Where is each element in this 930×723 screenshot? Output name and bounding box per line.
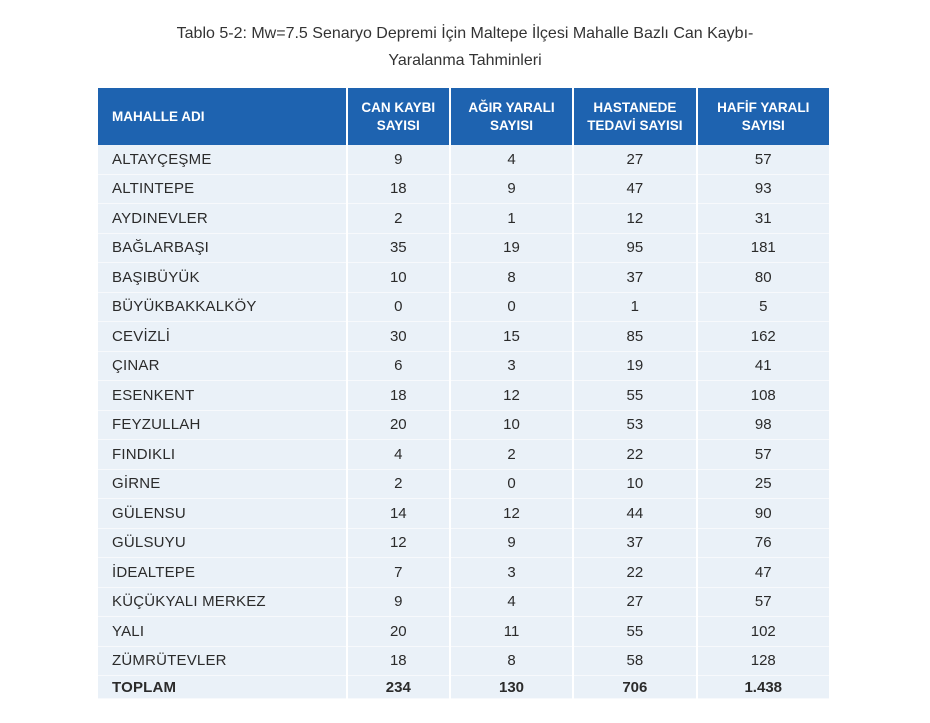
cell-agir-yarali: 11 (451, 617, 572, 647)
total-hastanede-tedavi: 706 (574, 676, 695, 699)
cell-hastanede-tedavi: 27 (574, 588, 695, 618)
cell-can-kaybi: 2 (348, 204, 449, 234)
cell-agir-yarali: 0 (451, 470, 572, 500)
header-label-line2: TEDAVİ SAYISI (587, 117, 683, 133)
header-mahalle-adi (98, 88, 346, 145)
cell-hafif-yarali: 41 (698, 352, 830, 382)
table-row (98, 470, 829, 500)
header-hastanede-tedavi (574, 88, 695, 145)
cell-agir-yarali: 2 (451, 440, 572, 470)
table-header (98, 88, 829, 145)
cell-can-kaybi: 7 (348, 558, 449, 588)
cell-can-kaybi: 14 (348, 499, 449, 529)
table-row (98, 647, 829, 677)
total-hafif-yarali: 1.438 (698, 676, 830, 699)
cell-hastanede-tedavi: 1 (574, 293, 695, 323)
cell-hastanede-tedavi: 19 (574, 352, 695, 382)
header-label-line2: SAYISI (741, 117, 785, 133)
cell-mahalle-adi: BAĞLARBAŞI (98, 234, 346, 264)
header-label-line2: SAYISI (376, 117, 420, 133)
cell-hastanede-tedavi: 58 (574, 647, 695, 677)
header-agir-yarali (451, 88, 572, 145)
cell-mahalle-adi: GÜLSUYU (98, 529, 346, 559)
cell-hastanede-tedavi: 22 (574, 440, 695, 470)
cell-hastanede-tedavi: 10 (574, 470, 695, 500)
table-row (98, 411, 829, 441)
cell-can-kaybi: 12 (348, 529, 449, 559)
cell-hafif-yarali: 80 (698, 263, 830, 293)
cell-mahalle-adi: ALTINTEPE (98, 175, 346, 205)
cell-mahalle-adi: GÜLENSU (98, 499, 346, 529)
cell-mahalle-adi: YALI (98, 617, 346, 647)
table-row (98, 381, 829, 411)
total-can-kaybi: 234 (348, 676, 449, 699)
caption-line-1: Tablo 5-2: Mw=7.5 Senaryo Depremi İçin Maltepe İlçesi Mahalle Bazlı Can Kaybı- (176, 25, 754, 42)
cell-mahalle-adi: FINDIKLI (98, 440, 346, 470)
cell-can-kaybi: 9 (348, 588, 449, 618)
cell-hastanede-tedavi: 22 (574, 558, 695, 588)
cell-hafif-yarali: 57 (698, 588, 830, 618)
cell-hafif-yarali: 90 (698, 499, 830, 529)
cell-agir-yarali: 9 (451, 175, 572, 205)
table-row (98, 588, 829, 618)
cell-can-kaybi: 9 (348, 145, 449, 175)
cell-agir-yarali: 4 (451, 145, 572, 175)
cell-can-kaybi: 18 (348, 647, 449, 677)
cell-hafif-yarali: 108 (698, 381, 830, 411)
cell-mahalle-adi: İDEALTEPE (98, 558, 346, 588)
cell-mahalle-adi: CEVİZLİ (98, 322, 346, 352)
cell-can-kaybi: 35 (348, 234, 449, 264)
cell-mahalle-adi: BAŞIBÜYÜK (98, 263, 346, 293)
cell-can-kaybi: 30 (348, 322, 449, 352)
table-row (98, 529, 829, 559)
cell-hafif-yarali: 57 (698, 440, 830, 470)
cell-hastanede-tedavi: 95 (574, 234, 695, 264)
header-can-kaybi (348, 88, 449, 145)
cell-agir-yarali: 8 (451, 647, 572, 677)
cell-agir-yarali: 10 (451, 411, 572, 441)
cell-agir-yarali: 4 (451, 588, 572, 618)
cell-agir-yarali: 3 (451, 352, 572, 382)
cell-hafif-yarali: 181 (698, 234, 830, 264)
caption-line-2: Yaralanma Tahminleri (388, 52, 542, 69)
cell-can-kaybi: 18 (348, 381, 449, 411)
cell-hastanede-tedavi: 12 (574, 204, 695, 234)
cell-agir-yarali: 15 (451, 322, 572, 352)
cell-hafif-yarali: 76 (698, 529, 830, 559)
cell-hastanede-tedavi: 37 (574, 263, 695, 293)
cell-hastanede-tedavi: 55 (574, 617, 695, 647)
cell-hafif-yarali: 57 (698, 145, 830, 175)
cell-mahalle-adi: ESENKENT (98, 381, 346, 411)
cell-hastanede-tedavi: 27 (574, 145, 695, 175)
header-label-line1: CAN KAYBI (361, 99, 436, 115)
cell-mahalle-adi: BÜYÜKBAKKALKÖY (98, 293, 346, 323)
table-row (98, 558, 829, 588)
cell-mahalle-adi: FEYZULLAH (98, 411, 346, 441)
cell-can-kaybi: 10 (348, 263, 449, 293)
cell-can-kaybi: 20 (348, 411, 449, 441)
table-row (98, 499, 829, 529)
table-row (98, 263, 829, 293)
cell-hafif-yarali: 93 (698, 175, 830, 205)
cell-hafif-yarali: 5 (698, 293, 830, 323)
table-row (98, 293, 829, 323)
table-row (98, 175, 829, 205)
cell-can-kaybi: 6 (348, 352, 449, 382)
cell-agir-yarali: 19 (451, 234, 572, 264)
cell-can-kaybi: 18 (348, 175, 449, 205)
cell-agir-yarali: 0 (451, 293, 572, 323)
cell-hastanede-tedavi: 55 (574, 381, 695, 411)
cell-mahalle-adi: ÇINAR (98, 352, 346, 382)
cell-agir-yarali: 1 (451, 204, 572, 234)
cell-agir-yarali: 3 (451, 558, 572, 588)
cell-hafif-yarali: 47 (698, 558, 830, 588)
table-row (98, 145, 829, 175)
cell-hafif-yarali: 98 (698, 411, 830, 441)
cell-mahalle-adi: AYDINEVLER (98, 204, 346, 234)
table-row (98, 322, 829, 352)
cell-mahalle-adi: GİRNE (98, 470, 346, 500)
table-row (98, 234, 829, 264)
cell-hastanede-tedavi: 53 (574, 411, 695, 441)
casualty-table-container (96, 88, 831, 699)
table-row (98, 352, 829, 382)
total-row (98, 676, 829, 699)
header-hafif-yarali (698, 88, 830, 145)
cell-hafif-yarali: 162 (698, 322, 830, 352)
table-row (98, 440, 829, 470)
cell-can-kaybi: 20 (348, 617, 449, 647)
cell-mahalle-adi: KÜÇÜKYALI MERKEZ (98, 588, 346, 618)
cell-hastanede-tedavi: 85 (574, 322, 695, 352)
cell-mahalle-adi: ALTAYÇEŞME (98, 145, 346, 175)
table-row (98, 204, 829, 234)
cell-hafif-yarali: 25 (698, 470, 830, 500)
cell-hafif-yarali: 31 (698, 204, 830, 234)
cell-can-kaybi: 2 (348, 470, 449, 500)
header-label-line1: AĞIR YARALI (468, 99, 555, 115)
total-mahalle-adi: TOPLAM (98, 676, 346, 699)
table-row (98, 617, 829, 647)
cell-hastanede-tedavi: 47 (574, 175, 695, 205)
cell-agir-yarali: 9 (451, 529, 572, 559)
cell-mahalle-adi: ZÜMRÜTEVLER (98, 647, 346, 677)
cell-hafif-yarali: 128 (698, 647, 830, 677)
total-agir-yarali: 130 (451, 676, 572, 699)
header-label-line1: HASTANEDE (593, 99, 677, 115)
cell-can-kaybi: 0 (348, 293, 449, 323)
table-body (98, 145, 829, 699)
cell-agir-yarali: 12 (451, 381, 572, 411)
header-label-line2: SAYISI (489, 117, 534, 133)
cell-agir-yarali: 12 (451, 499, 572, 529)
cell-hastanede-tedavi: 44 (574, 499, 695, 529)
cell-hastanede-tedavi: 37 (574, 529, 695, 559)
casualty-table (96, 88, 831, 699)
table-caption (0, 20, 930, 74)
cell-agir-yarali: 8 (451, 263, 572, 293)
cell-can-kaybi: 4 (348, 440, 449, 470)
header-label-line1: HAFİF YARALI (717, 99, 810, 115)
header-label: MAHALLE ADI (112, 108, 205, 124)
cell-hafif-yarali: 102 (698, 617, 830, 647)
header-row (98, 88, 829, 145)
